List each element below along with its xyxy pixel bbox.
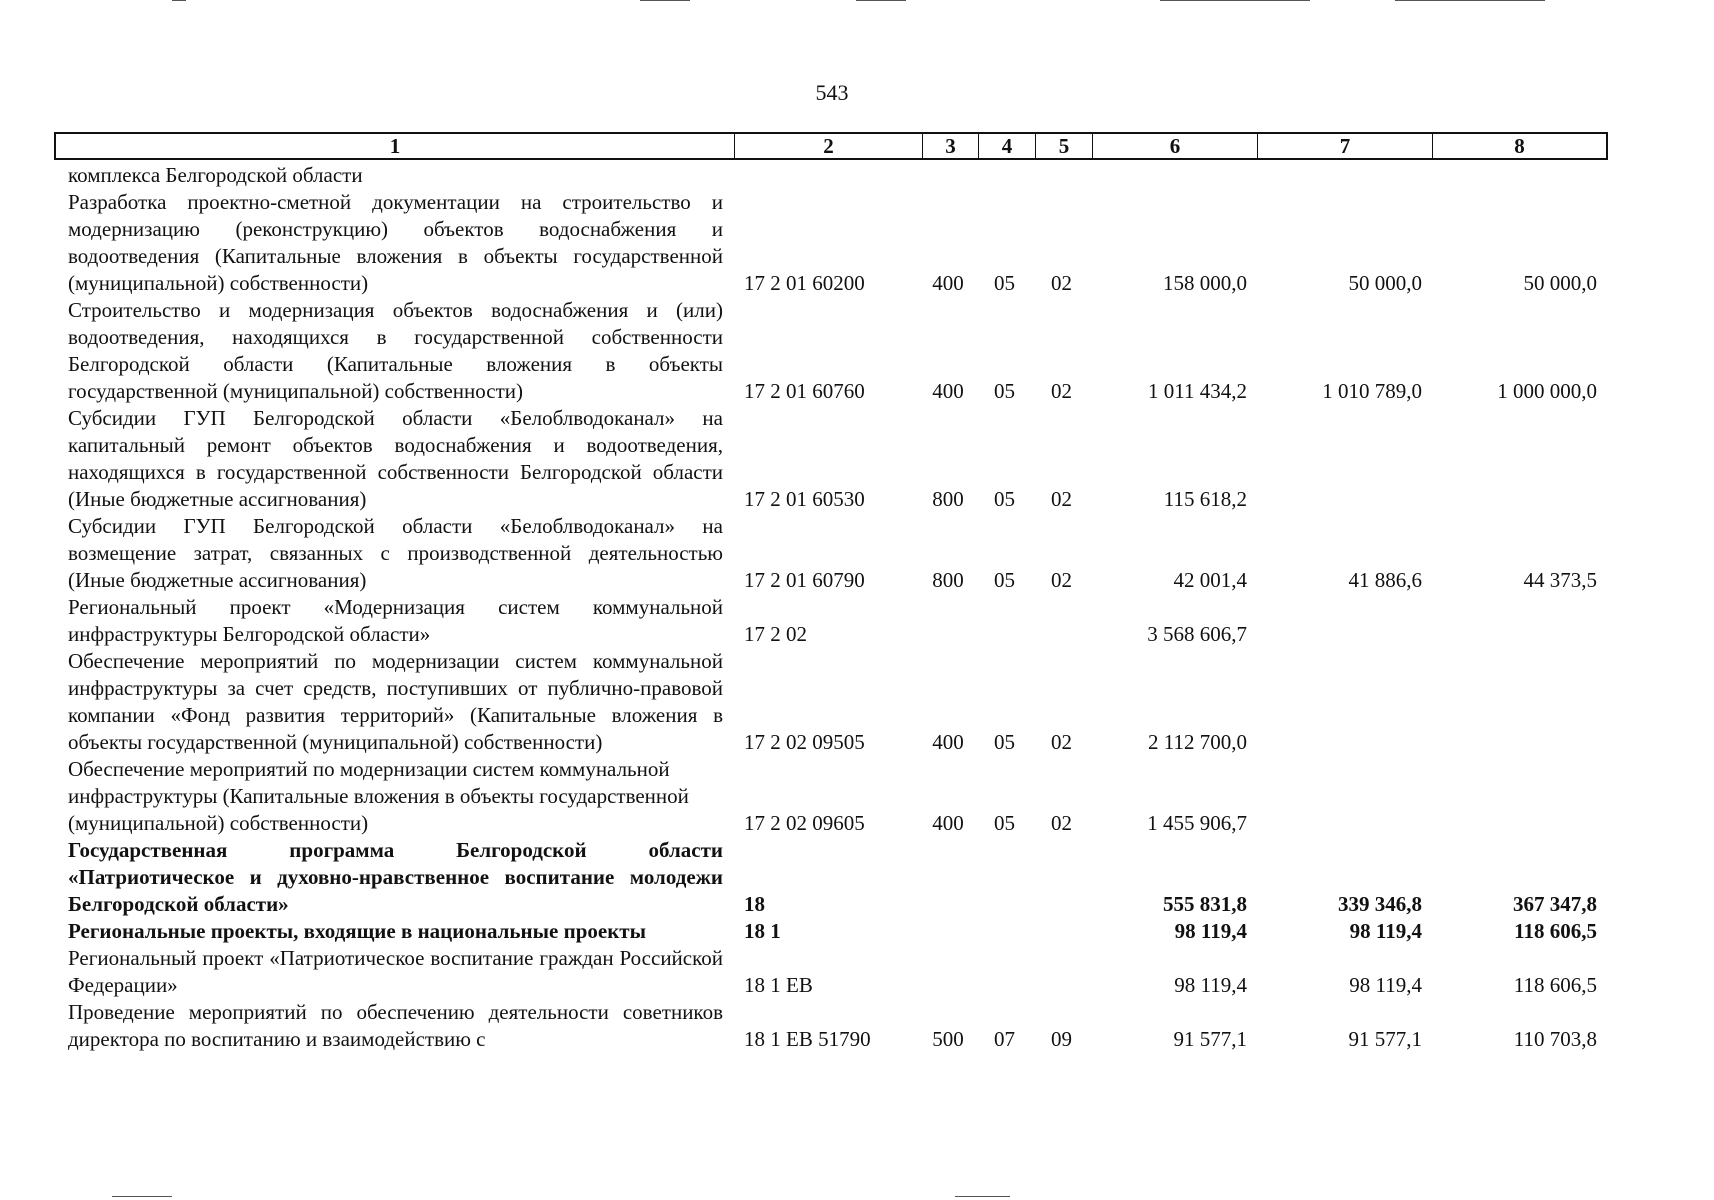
row-value-8: 367 347,8	[1513, 892, 1597, 916]
row-code: 17 2 02 09605	[744, 811, 865, 835]
row-code: 18	[744, 892, 765, 916]
row-code: 17 2 01 60760	[744, 379, 865, 403]
row-description: Обеспечение мероприятий по модернизации систем коммунальной инфраструктуры (Капитальные вложения в объекты государственной (муниципальной) собственности)	[68, 757, 689, 835]
row-value-7: 98 119,4	[1349, 973, 1422, 997]
row-col5: 02	[1051, 487, 1072, 511]
row-value-8: 1 000 000,0	[1497, 379, 1597, 403]
table-header	[54, 132, 1608, 160]
row-value-6: 98 119,4	[1174, 973, 1247, 997]
row-col4: 05	[994, 811, 1015, 835]
row-value-7: 91 577,1	[1348, 1027, 1422, 1051]
row-value-6: 2 112 700,0	[1148, 730, 1247, 754]
row-description: Обеспечение мероприятий по модернизации систем коммунальной инфраструктуры за счет средств, поступивших от публично-правовой компании «Фонд развития территорий» (Капитальные вложения в объекты государственной (муниципальной) собственности)	[68, 649, 723, 754]
row-value-8: 50 000,0	[1523, 271, 1597, 295]
row-description: Региональный проект «Патриотическое воспитание граждан Российской Федерации»	[68, 946, 723, 997]
row-col4: 05	[994, 568, 1015, 592]
row-col3: 800	[932, 487, 964, 511]
table-row	[54, 918, 1605, 945]
row-col3: 800	[932, 568, 964, 592]
row-description: Региональный проект «Модернизация систем коммунальной инфраструктуры Белгородской области»	[68, 595, 723, 646]
row-col3: 400	[932, 271, 964, 295]
row-value-7: 41 886,6	[1348, 568, 1422, 592]
scan-edge-line	[640, 0, 690, 1]
table-row	[54, 837, 1605, 918]
scan-edge-line	[856, 0, 906, 1]
row-value-7: 98 119,4	[1349, 919, 1422, 943]
table-row	[54, 189, 1605, 297]
row-col4: 05	[994, 271, 1015, 295]
row-value-8: 118 606,5	[1513, 973, 1597, 997]
row-col3: 400	[932, 730, 964, 754]
row-code: 18 1 EB	[744, 973, 813, 997]
scan-edge-line	[955, 1196, 1010, 1197]
header-cell-3: 3	[922, 134, 978, 158]
row-value-6: 3 568 606,7	[1147, 622, 1247, 646]
row-value-6: 91 577,1	[1173, 1027, 1247, 1051]
row-description: Государственная программа Белгородской области «Патриотическое и духовно-нравственное воспитание молодежи Белгородской области»	[68, 838, 723, 916]
row-value-6: 98 119,4	[1174, 919, 1247, 943]
row-value-7: 50 000,0	[1348, 271, 1422, 295]
row-code: 18 1	[744, 919, 781, 943]
row-code: 17 2 01 60200	[744, 271, 865, 295]
row-code: 17 2 02 09505	[744, 730, 865, 754]
row-description: Региональные проекты, входящие в национальные проекты	[68, 919, 647, 943]
row-value-6: 158 000,0	[1163, 271, 1247, 295]
row-code: 18 1 EB 51790	[744, 1027, 871, 1051]
page-number: 543	[815, 80, 849, 105]
scan-edge-line	[1160, 0, 1310, 1]
row-value-6: 555 831,8	[1163, 892, 1247, 916]
row-col5: 02	[1051, 379, 1072, 403]
row-col5: 02	[1051, 811, 1072, 835]
row-value-7: 339 346,8	[1338, 892, 1422, 916]
row-value-6: 42 001,4	[1173, 568, 1247, 592]
row-value-6: 1 455 906,7	[1147, 811, 1247, 835]
row-col4: 07	[994, 1027, 1015, 1051]
row-value-7: 1 010 789,0	[1322, 379, 1422, 403]
row-col4: 05	[994, 379, 1015, 403]
row-col3: 400	[932, 379, 964, 403]
row-col3: 500	[932, 1027, 964, 1051]
row-code: 17 2 02	[744, 622, 807, 646]
header-cell-4: 4	[978, 134, 1035, 158]
scan-edge-line	[1395, 0, 1545, 1]
row-description: Строительство и модернизация объектов водоснабжения и (или) водоотведения, находящихся в государственной собственности Белгородской области (Капитальные вложения в объекты государственной (муниципальной) собственности)	[68, 298, 723, 403]
table-row	[54, 945, 1605, 999]
row-col5: 02	[1051, 730, 1072, 754]
table-row	[54, 999, 1605, 1053]
header-cell-2: 2	[734, 134, 922, 158]
header-cell-6: 6	[1092, 134, 1257, 158]
row-description: комплекса Белгородской области	[68, 163, 363, 187]
header-cell-7: 7	[1257, 134, 1432, 158]
row-code: 17 2 01 60530	[744, 487, 865, 511]
row-value-8: 44 373,5	[1523, 568, 1597, 592]
row-value-8: 110 703,8	[1513, 1027, 1597, 1051]
table-row	[54, 405, 1605, 513]
table-row	[54, 513, 1605, 594]
row-col5: 02	[1051, 568, 1072, 592]
header-cell-1: 1	[389, 133, 401, 158]
row-value-8: 118 606,5	[1514, 919, 1597, 943]
row-code: 17 2 01 60790	[744, 568, 865, 592]
table-body	[54, 162, 1605, 1053]
row-col5: 09	[1051, 1027, 1072, 1051]
table-row	[54, 648, 1605, 756]
row-value-6: 1 011 434,2	[1148, 379, 1247, 403]
table-row	[54, 297, 1605, 405]
row-description: Разработка проектно-сметной документации на строительство и модернизацию (реконструкцию) объектов водоснабжения и водоотведения (Капитальные вложения в объекты государственной (муниципальной) собственности)	[68, 190, 723, 295]
table-row	[54, 162, 1605, 189]
header-cell-8: 8	[1432, 134, 1606, 158]
row-description: Субсидии ГУП Белгородской области «Белоблводоканал» на возмещение затрат, связанных с производственной деятельностью (Иные бюджетные ассигнования)	[68, 514, 723, 592]
row-col3: 400	[932, 811, 964, 835]
scan-edge-line	[172, 0, 186, 1]
row-description: Субсидии ГУП Белгородской области «Белоблводоканал» на капитальный ремонт объектов водоснабжения и водоотведения, находящихся в государственной собственности Белгородской области (Иные бюджетные ассигнования)	[68, 406, 723, 511]
row-col4: 05	[994, 730, 1015, 754]
row-col4: 05	[994, 487, 1015, 511]
row-value-6: 115 618,2	[1163, 487, 1247, 511]
scan-edge-line	[112, 1196, 172, 1197]
header-cell-5: 5	[1035, 134, 1092, 158]
row-description: Проведение мероприятий по обеспечению деятельности советников директора по воспитанию и взаимодействию с	[68, 1000, 723, 1051]
table-row	[54, 594, 1605, 648]
table-row	[54, 756, 1605, 837]
row-col5: 02	[1051, 271, 1072, 295]
